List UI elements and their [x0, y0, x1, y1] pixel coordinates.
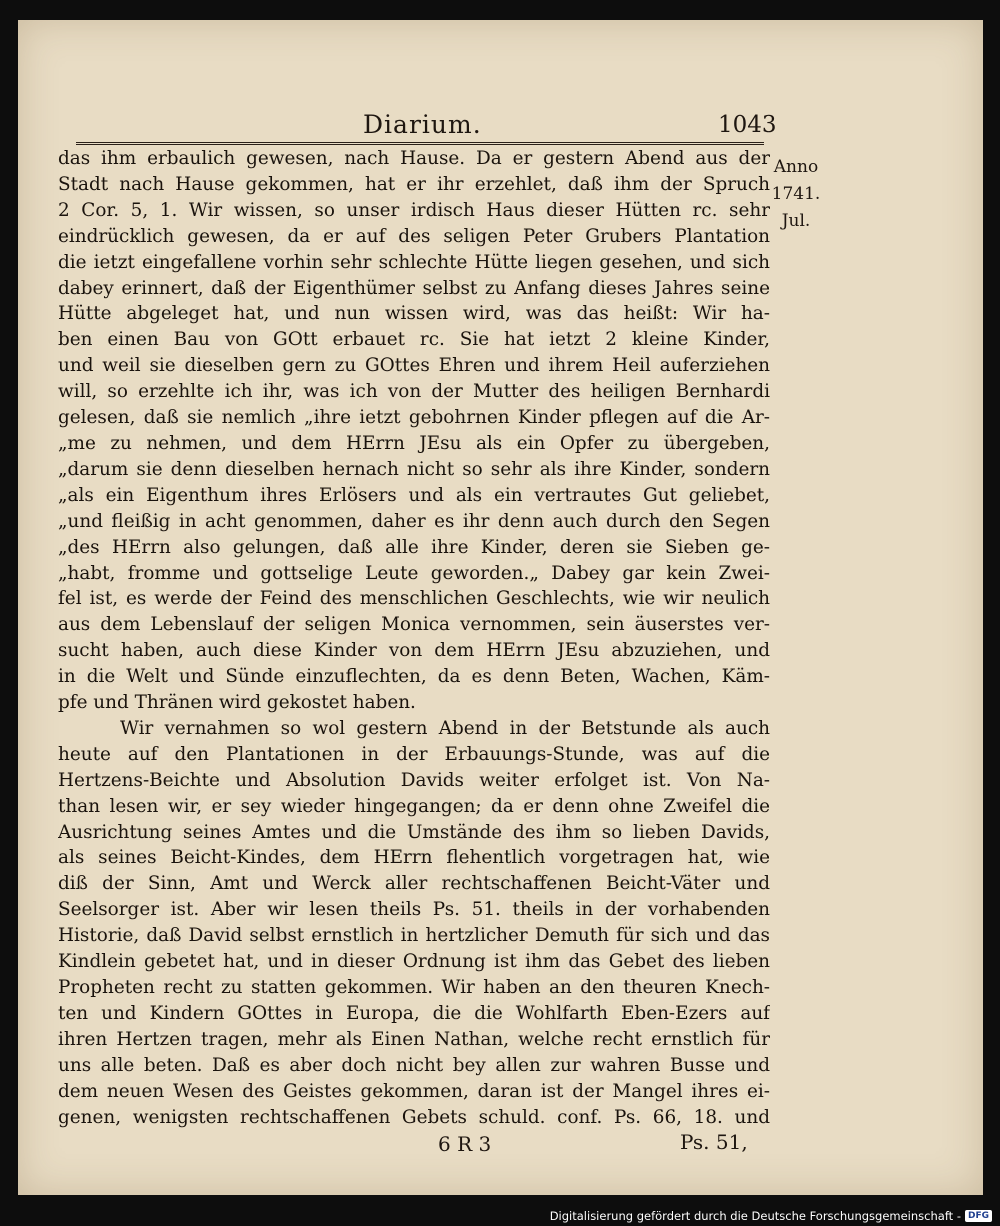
text-line: als seines Beicht-Kindes, dem HErrn flehentlich vorgetragen hat, wie — [58, 847, 770, 869]
text-line: Stadt nach Hause gekommen, hat er ihr erzehlet, daß ihm der Spruch — [58, 173, 770, 195]
text-line: „me zu nehmen, und dem HErrn JEsu als ein Opfer zu übergeben, — [58, 432, 770, 454]
text-line: in die Welt und Sünde einzuflechten, da es denn Beten, Wachen, Käm- — [58, 666, 770, 688]
printer-signature: 6 R 3 — [438, 1132, 492, 1156]
text-line: will, so erzehlte ich ihr, was ich von der Mutter des heiligen Bernhardi — [58, 381, 770, 403]
catchword: Ps. 51, — [680, 1130, 748, 1154]
text-line: „als ein Eigenthum ihres Erlösers und als ein vertrautes Gut geliebet, — [58, 484, 770, 506]
text-line: than lesen wir, er sey wieder hingegangen; da er denn ohne Zweifel die — [58, 795, 770, 817]
margin-year-label: Anno — [773, 157, 819, 177]
text-line: „habt, fromme und gottselige Leute geworden.„ Dabey gar kein Zwei- — [58, 562, 770, 584]
dfg-logo-icon: DFG — [965, 1210, 992, 1222]
margin-year: 1741. — [771, 184, 821, 204]
text-line: ben einen Bau von GOtt erbauet rc. Sie hat ietzt 2 kleine Kinder, — [58, 329, 770, 351]
text-line: fel ist, es werde der Feind des menschlichen Geschlechts, wie wir neulich — [58, 588, 770, 610]
body-text — [58, 146, 770, 1130]
header-rule — [76, 142, 764, 145]
margin-month: Jul. — [781, 211, 811, 231]
text-line: und weil sie dieselben gern zu GOttes Ehren und ihrem Heil auferziehen — [58, 355, 770, 377]
text-line: Propheten recht zu statten gekommen. Wir haben an den theuren Knech- — [58, 977, 770, 998]
text-line: Historie, daß David selbst ernstlich in hertzlicher Demuth für sich und das — [58, 925, 770, 947]
text-line: genen, wenigsten rechtschaffenen Gebets schuld. conf. Ps. 66, 18. und — [58, 1106, 770, 1128]
margin-note — [766, 154, 826, 235]
text-line: uns alle beten. Daß es aber doch nicht bey allen zur wahren Busse und — [58, 1054, 770, 1076]
text-line: diß der Sinn, Amt und Werck aller rechtschaffenen Beicht-Väter und — [58, 873, 770, 895]
text-line: die ietzt eingefallene vorhin sehr schlechte Hütte liegen gesehen, und sich — [58, 251, 770, 273]
text-line: sucht haben, auch diese Kinder von dem HErrn JEsu abzuziehen, und — [58, 640, 770, 662]
text-line: Seelsorger ist. Aber wir lesen theils Ps. 51. theils in der vorhabenden — [58, 899, 770, 921]
text-line: Wir vernahmen so wol gestern Abend in der Betstunde als auch — [120, 717, 770, 739]
text-line: „darum sie denn dieselben hernach nicht so sehr als ihre Kinder, sondern — [58, 458, 770, 480]
text-line: ten und Kindern GOttes in Europa, die die Wohlfarth Eben-Ezers auf — [58, 1002, 770, 1024]
text-line: Ausrichtung seines Amtes und die Umstände des ihm so lieben Davids, — [58, 821, 770, 843]
text-line: ihren Hertzen tragen, mehr als Einen Nathan, welche recht ernstlich für — [58, 1028, 770, 1050]
text-line: „und fleißig in acht genommen, daher es ihr denn auch durch den Segen — [58, 510, 770, 532]
text-line: Kindlein gebetet hat, und in dieser Ordnung ist ihm das Gebet des lieben — [58, 951, 770, 973]
running-head: Diarium. — [363, 110, 482, 139]
text-line: dabey erinnert, daß der Eigenthümer selbst zu Anfang dieses Jahres seine — [58, 277, 770, 299]
text-line: dem neuen Wesen des Geistes gekommen, daran ist der Mangel ihres ei- — [58, 1080, 770, 1102]
scanned-page — [18, 20, 983, 1195]
text-line: das ihm erbaulich gewesen, nach Hause. Da er gestern Abend aus der — [58, 148, 770, 169]
page-number: 1043 — [718, 112, 777, 138]
text-line: „des HErrn also gelungen, daß alle ihre Kinder, deren sie Sieben ge- — [58, 536, 770, 558]
digitization-credit — [550, 1209, 992, 1223]
text-line: eindrücklich gewesen, da er auf des seligen Peter Grubers Plantation — [58, 225, 770, 247]
text-line: gelesen, daß sie nemlich „ihre ietzt gebohrnen Kinder pflegen auf die Ar- — [58, 407, 770, 429]
text-line: Hütte abgeleget hat, und nun wissen wird, was das heißt: Wir ha- — [58, 303, 770, 325]
text-line: Hertzens-Beichte und Absolution Davids weiter erfolget ist. Von Na- — [58, 769, 770, 791]
text-line: heute auf den Plantationen in der Erbauungs-Stunde, was auf die — [58, 743, 770, 765]
text-line: aus dem Lebenslauf der seligen Monica vernommen, sein äuserstes ver- — [58, 614, 770, 636]
credit-text: Digitalisierung gefördert durch die Deutsche Forschungsgemeinschaft - — [549, 1209, 961, 1223]
text-line: 2 Cor. 5, 1. Wir wissen, so unser irdisch Haus dieser Hütten rc. sehr — [58, 199, 770, 221]
text-line: pfe und Thränen wird gekostet haben. — [58, 692, 416, 714]
